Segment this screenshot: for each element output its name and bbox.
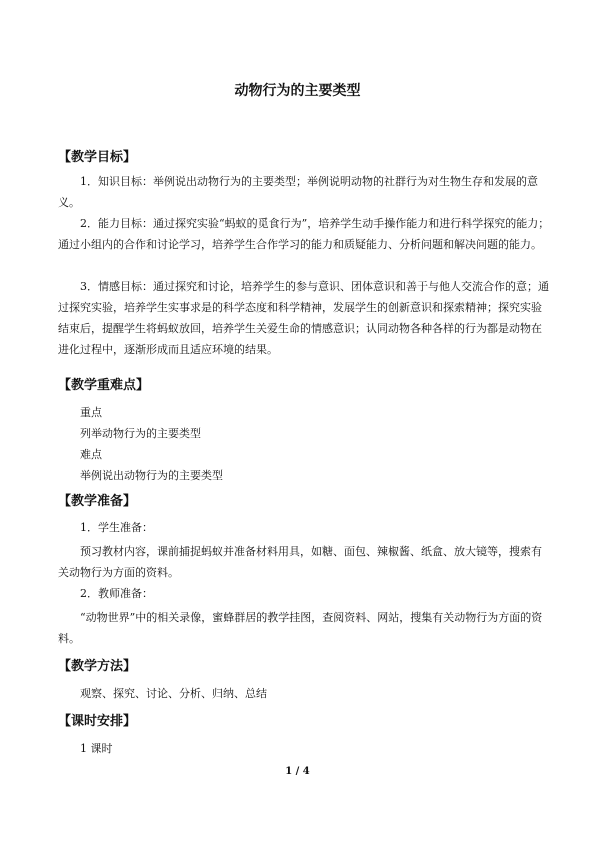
difficulty-text: 举例说出动物行为的主要类型 — [80, 469, 223, 482]
page-title: 动物行为的主要类型 — [234, 83, 361, 99]
student-prep-text: 预习教材内容，课前捕捉蚂蚁并准备材料用具，如糖、面包、辣椒酱、纸盒、放大镜等，搜索有关动物行为方面的资料。 — [58, 545, 542, 579]
goal-item-emotion: 3．情感目标：通过探究和讨论，培养学生的参与意识、团体意识和善于与他人交流合作的意；通过探究实验，培养学生实事求是的科学态度和科学精神，发展学生的创新意识和探索精神；探究实验结束后，提醒学生将蚂蚁放回，培养学生关爱生命的情感意识；认同动物各种各样的行为都是动物在进化过程中，逐渐形成而且适应环境的结果。 — [58, 280, 549, 356]
difficulty-label: 难点 — [80, 448, 102, 461]
section-heading-goals: 【教学目标】 — [58, 150, 137, 165]
section-heading-key-points: 【教学重难点】 — [58, 378, 150, 393]
goal-item-knowledge: 1．知识目标：举例说出动物行为的主要类型；举例说明动物的社群行为对生物生存和发展的意义。 — [58, 175, 538, 209]
teacher-prep-label: 2．教师准备： — [80, 587, 153, 600]
goal-item-ability: 2．能力目标：通过探究实验“蚂蚁的觅食行为”，培养学生动手操作能力和进行科学探究的能力；通过小组内的合作和讨论学习，培养学生合作学习的能力和质疑能力、分析问题和解决问题的能力。 — [58, 217, 550, 251]
methods-text: 观察、探究、讨论、分析、归纳、总结 — [80, 687, 267, 700]
student-prep-label: 1．学生准备： — [80, 521, 153, 534]
key-point-text: 列举动物行为的主要类型 — [80, 427, 201, 440]
section-heading-methods: 【教学方法】 — [58, 659, 137, 674]
teacher-prep-text: “动物世界”中的相关录像，蜜蜂群居的教学挂图，查阅资料、网站，搜集有关动物行为方面的资料。 — [58, 611, 543, 645]
section-heading-preparation: 【教学准备】 — [58, 494, 137, 509]
page-number: 1 / 4 — [285, 766, 310, 777]
key-point-label: 重点 — [80, 406, 102, 419]
schedule-text: 1 课时 — [80, 742, 113, 755]
section-heading-schedule: 【课时安排】 — [58, 714, 137, 729]
